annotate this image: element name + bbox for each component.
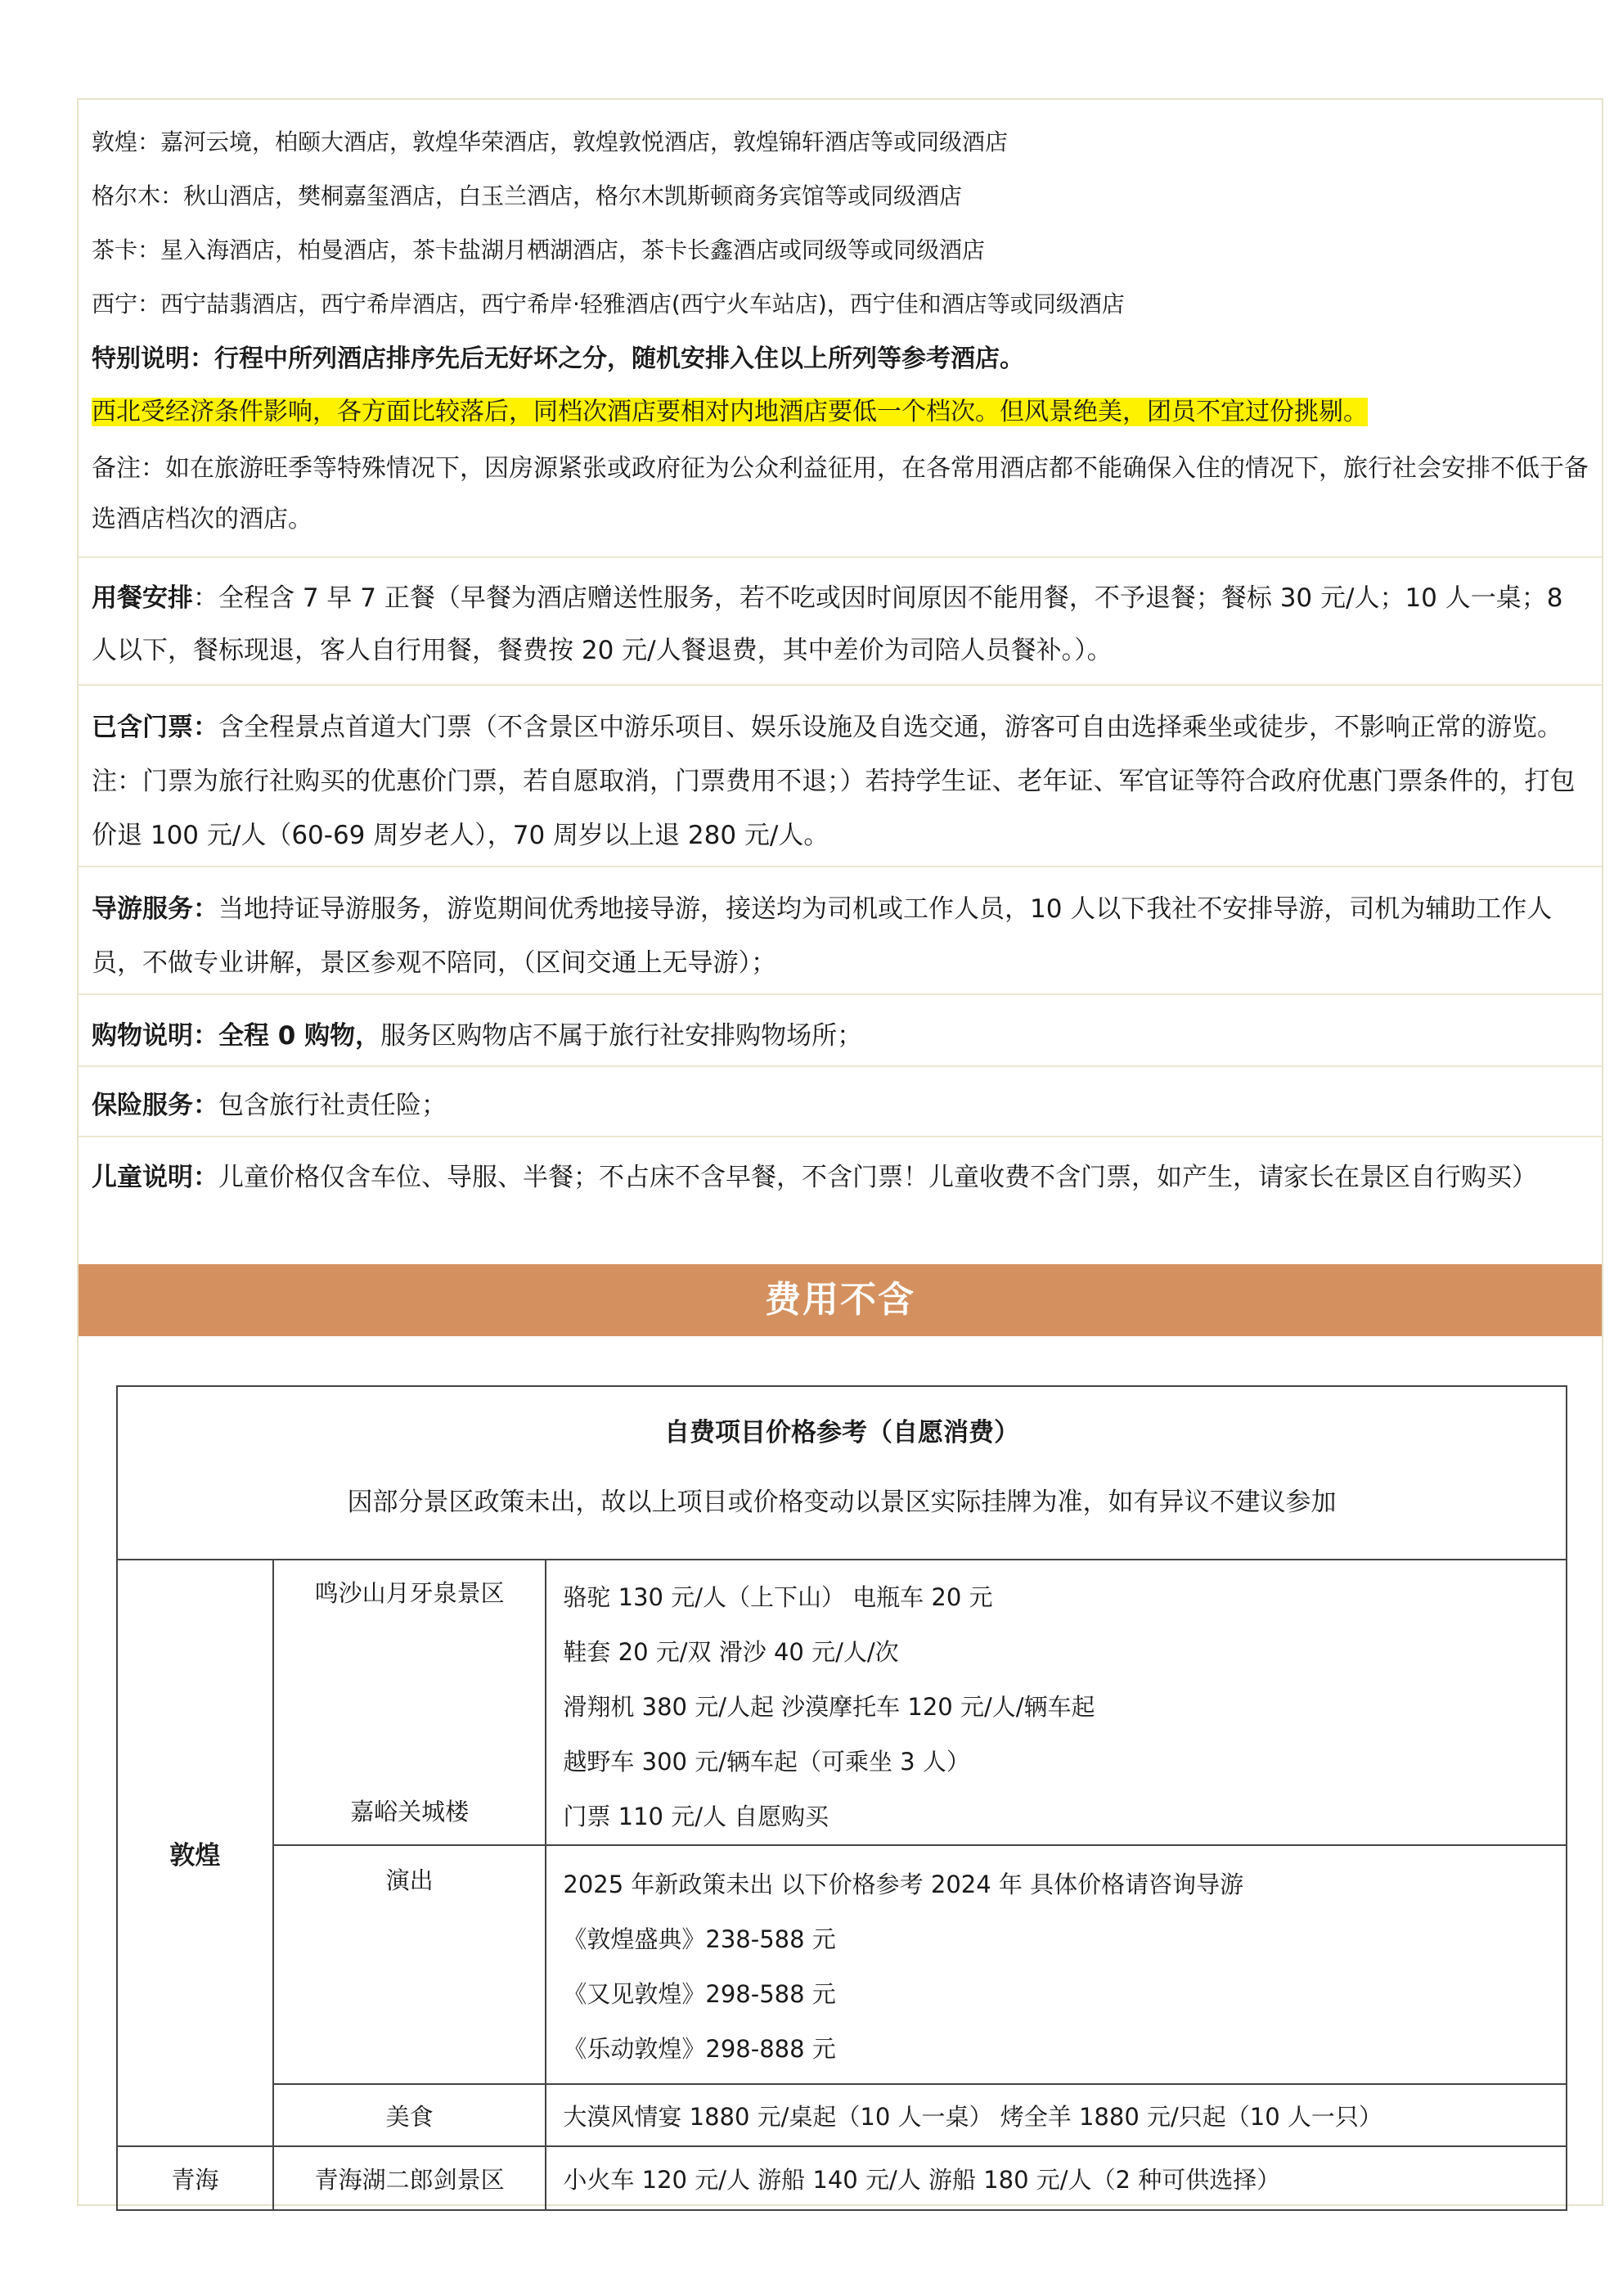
- divider: [79, 993, 1602, 995]
- hotel-line-xining: 西宁：西宁喆翡酒店，西宁希岸酒店，西宁希岸·轻雅酒店(西宁火车站店)，西宁佳和酒店等或同级酒店: [92, 290, 1125, 317]
- tickets-text: 含全程景点首道大门票（不含景区中游乐项目、娱乐设施及自选交通，游客可自由选择乘坐或徒步，不影响正常的游览。注：门票为旅行社购买的优惠价门票，若自愿取消，门票费用不退；）若持学生证、老年证、军官证等符合政府优惠门票条件的，打包价退 100 元/人（60-69 周岁老人），70 周岁以上退 280 元/人。: [92, 713, 1576, 850]
- price-item: 2025 年新政策未出 以下价格参考 2024 年 具体价格请咨询导游: [563, 1871, 1244, 1898]
- tickets-label: 已含门票：: [92, 713, 218, 742]
- price-item: 滑翔机 380 元/人起 沙漠摩托车 120 元/人/辆车起: [563, 1693, 1095, 1721]
- table-row: [117, 1560, 1567, 1845]
- shopping-text: 服务区购物店不属于旅行社安排购物场所；: [380, 1021, 863, 1051]
- hotel-line-dunhuang: 敦煌：嘉河云境，柏颐大酒店，敦煌华荣酒店，敦煌敦悦酒店，敦煌锦轩酒店等或同级酒店: [92, 128, 1009, 155]
- price-item: 《乐动敦煌》298-888 元: [563, 2035, 836, 2063]
- children-text: 儿童价格仅含车位、导服、半餐；不占床不含早餐，不含门票！儿童收费不含门票，如产生，请家长在景区自行购买）: [218, 1163, 1537, 1192]
- section-banner: 费用不含: [79, 1264, 1602, 1336]
- table-title: 自费项目价格参考（自愿消费）: [664, 1418, 1019, 1447]
- items-cell-mingsha: [546, 1560, 1567, 1845]
- table-header-cell: [117, 1386, 1567, 1560]
- table-subtitle: 因部分景区政策未出，故以上项目或价格变动以景区实际挂牌为准，如有异议不建议参加: [347, 1488, 1337, 1517]
- table-row: [117, 2084, 1567, 2146]
- region-cell-dunhuang: 敦煌: [117, 1560, 273, 2146]
- children-label: 儿童说明：: [92, 1163, 218, 1192]
- guide-text: 当地持证导游服务，游览期间优秀地接导游，接送均为司机或工作人员，10 人以下我社不安排导游，司机为辅助工作人员，不做专业讲解，景区参观不陪同，（区间交通上无导游）；: [92, 894, 1553, 978]
- self-paid-table: [116, 1385, 1567, 2211]
- divider: [79, 1065, 1602, 1067]
- table-header-row: [117, 1386, 1567, 1560]
- price-item: 鞋套 20 元/双 滑沙 40 元/人/次: [563, 1638, 899, 1666]
- remark-note: 备注：如在旅游旺季等特殊情况下，因房源紧张或政府征为公众利益征用，在各常用酒店都不能确保入住的情况下，旅行社会安排不低于备选酒店档次的酒店。: [92, 454, 1589, 533]
- price-item: 骆驼 130 元/人（上下山） 电瓶车 20 元: [563, 1583, 993, 1611]
- hotel-line-chaka: 茶卡：星入海酒店，柏曼酒店，茶卡盐湖月栖湖酒店，茶卡长鑫酒店或同级等或同级酒店: [92, 236, 986, 263]
- items-cell-show: [546, 1845, 1567, 2084]
- shopping-section: [92, 1009, 1589, 1063]
- price-item: 《敦煌盛典》238-588 元: [563, 1925, 836, 1953]
- shopping-bold: 全程 0 购物，: [218, 1021, 381, 1051]
- insurance-label: 保险服务：: [92, 1091, 218, 1120]
- spot-jiayuguan: 嘉峪关城楼: [350, 1798, 470, 1826]
- divider: [79, 1136, 1602, 1137]
- children-section: [92, 1150, 1589, 1204]
- items-cell-food: 大漠风情宴 1880 元/桌起（10 人一桌） 烤全羊 1880 元/只起（10 人一只）: [546, 2084, 1567, 2146]
- table-row: [117, 1845, 1567, 2084]
- insurance-section: [92, 1078, 1589, 1132]
- spot-cell-qinghai: 青海湖二郎剑景区: [273, 2146, 546, 2210]
- spot-cell-show: 演出: [273, 1845, 546, 2084]
- special-note: 特别说明：行程中所列酒店排序先后无好坏之分，随机安排入住以上所列等参考酒店。: [92, 344, 1024, 373]
- divider: [79, 866, 1602, 867]
- price-item: 《又见敦煌》298-588 元: [563, 1980, 836, 2008]
- meal-label: 用餐安排: [92, 583, 193, 613]
- region-cell-qinghai: 青海: [117, 2146, 273, 2210]
- spot-cell-food: 美食: [273, 2084, 546, 2146]
- table-row: [117, 2146, 1567, 2210]
- guide-label: 导游服务：: [92, 894, 218, 924]
- tickets-section: [92, 700, 1589, 862]
- hotel-line-geermu: 格尔木：秋山酒店，樊桐嘉玺酒店，白玉兰酒店，格尔木凯斯顿商务宾馆等或同级酒店: [92, 182, 963, 209]
- items-cell-qinghai: 小火车 120 元/人 游船 140 元/人 游船 180 元/人（2 种可供选择）: [546, 2146, 1567, 2210]
- highlight-text: 西北受经济条件影响，各方面比较落后，同档次酒店要相对内地酒店要低一个档次。但风景绝美，团员不宜过份挑剔。: [92, 398, 1368, 426]
- spot-cell-mingsha: [273, 1560, 546, 1845]
- meal-text: ：全程含 7 早 7 正餐（早餐为酒店赠送性服务，若不吃或因时间原因不能用餐，不予退餐；餐标 30 元/人；10 人一桌；8 人以下，餐标现退，客人自行用餐，餐费按 20 元/人餐退费，其中差价为司陪人员餐补。）。: [92, 583, 1563, 665]
- shopping-label: 购物说明：: [92, 1021, 218, 1051]
- price-item: 越野车 300 元/辆车起（可乘坐 3 人）: [563, 1748, 970, 1776]
- guide-section: [92, 882, 1589, 990]
- price-item: 门票 110 元/人 自愿购买: [563, 1803, 829, 1830]
- highlight-note: [92, 396, 1368, 429]
- insurance-text: 包含旅行社责任险；: [218, 1091, 447, 1120]
- divider: [79, 556, 1602, 558]
- spot-mingsha: 鸣沙山月牙泉景区: [314, 1579, 505, 1607]
- meal-section: [92, 572, 1589, 677]
- divider: [79, 684, 1602, 686]
